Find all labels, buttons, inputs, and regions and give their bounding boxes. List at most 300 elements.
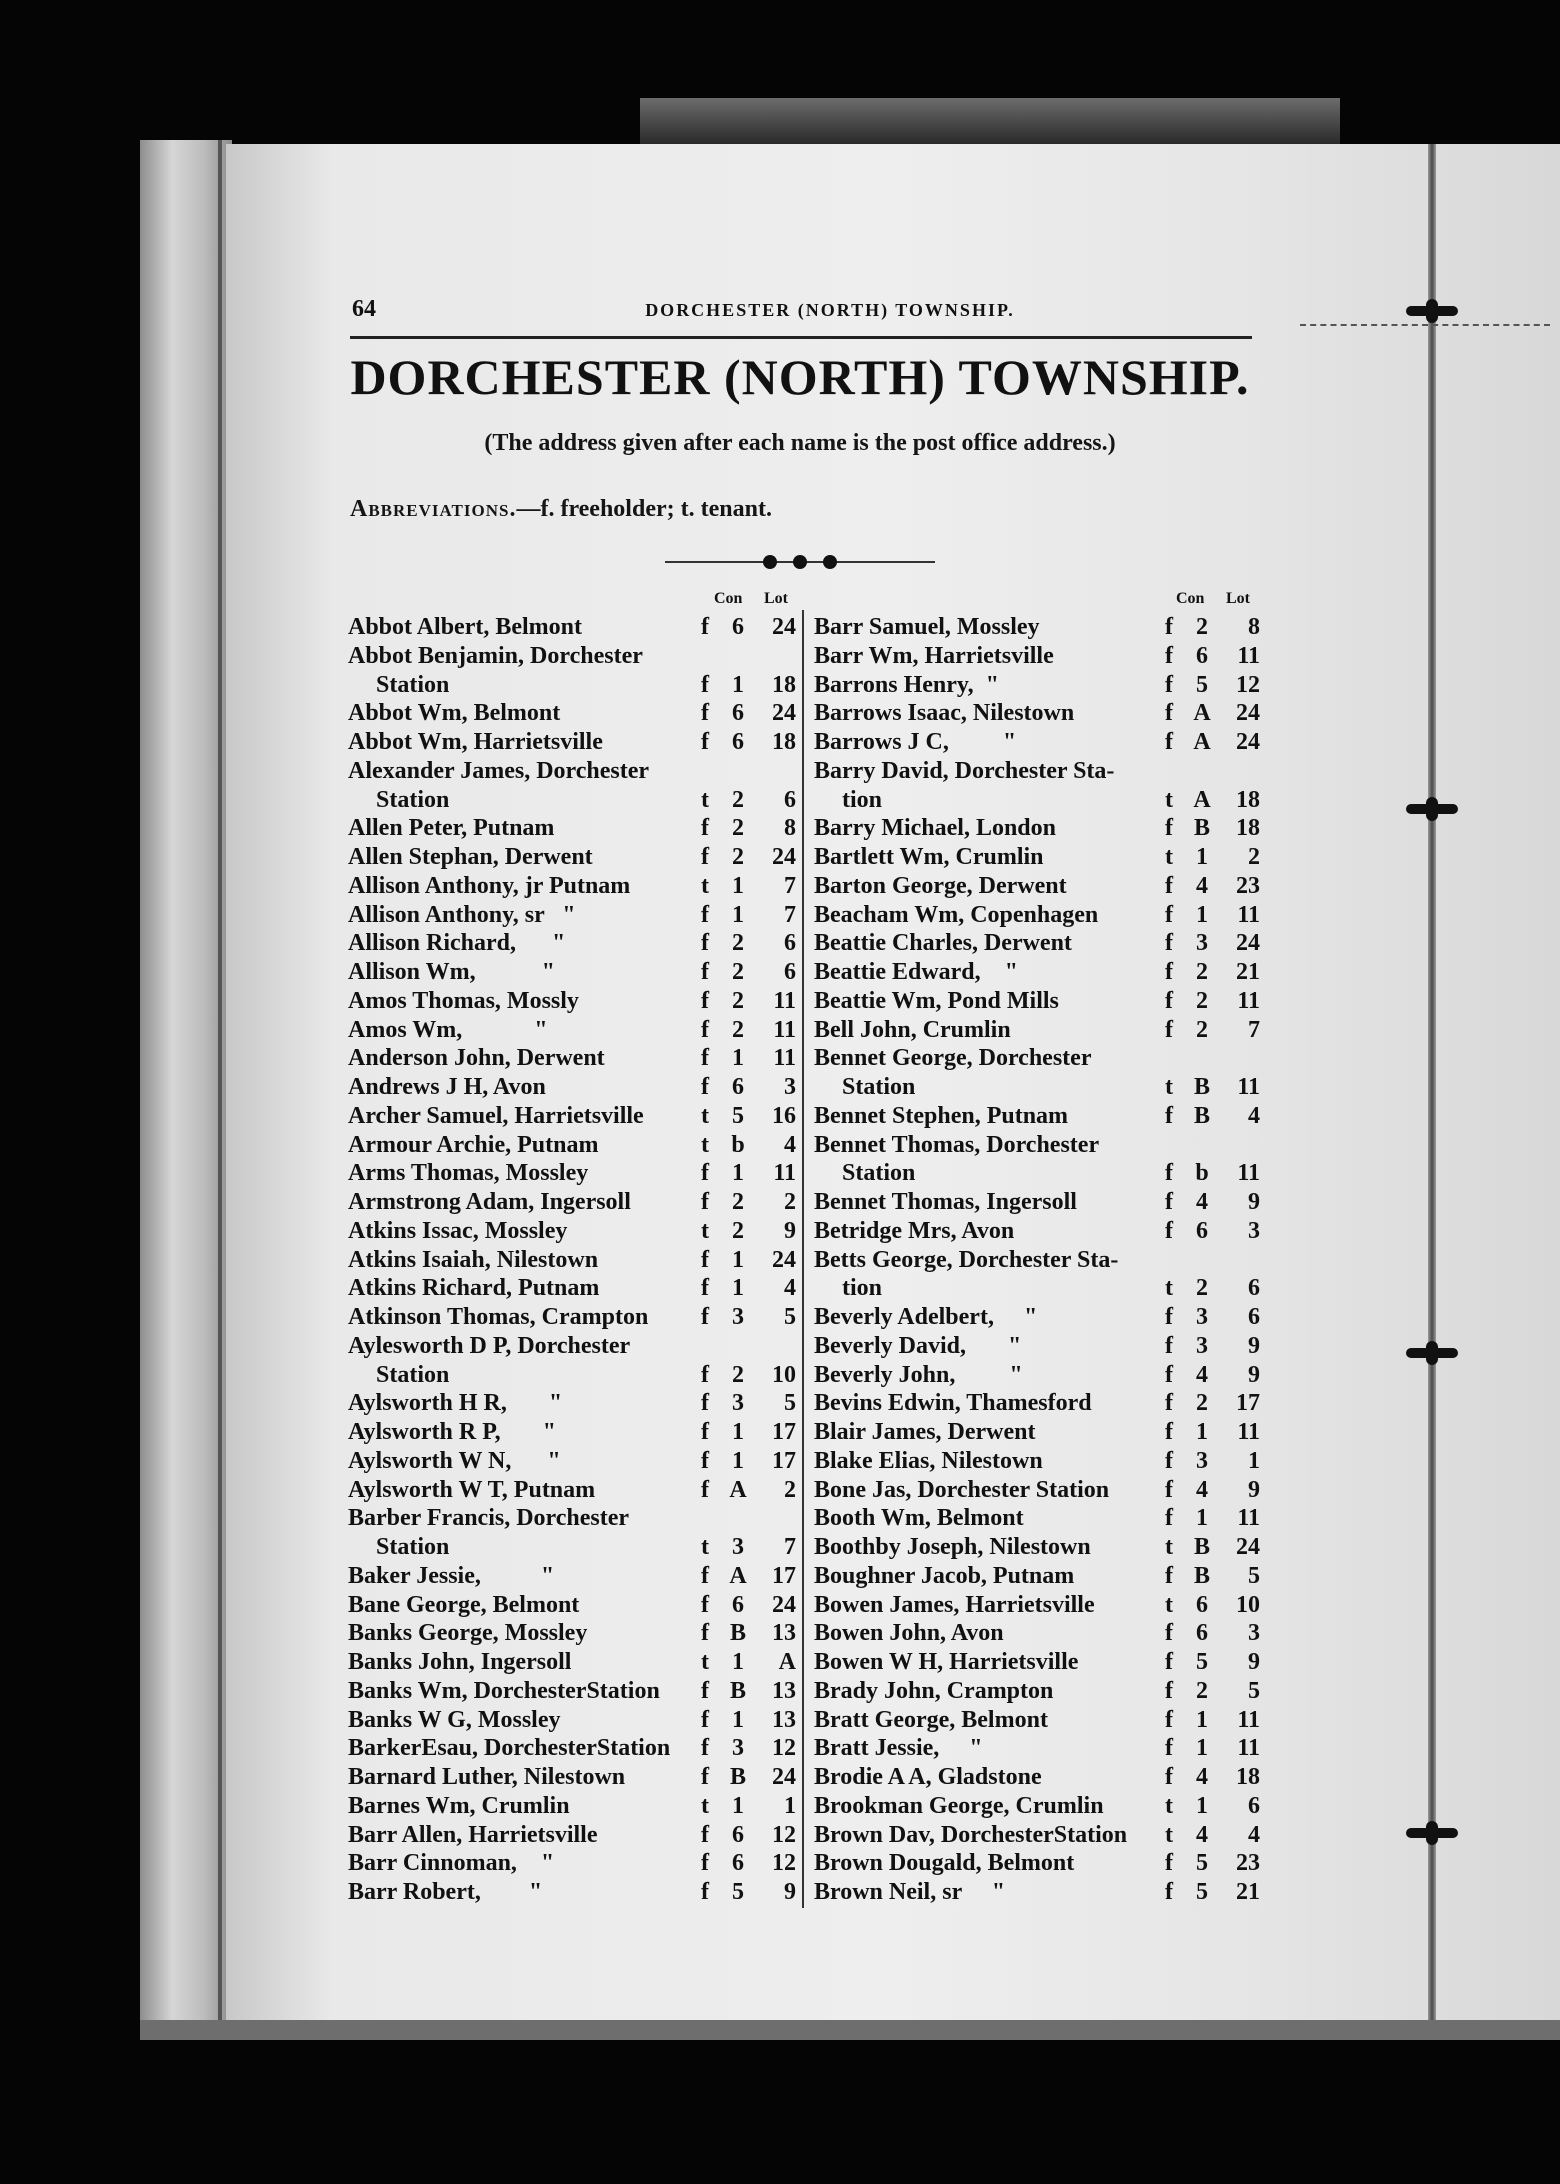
binding-tab (640, 98, 1340, 144)
directory-entry (346, 672, 796, 701)
entry-lot: 4 (1248, 1821, 1260, 1848)
entry-concession: A (729, 1562, 747, 1589)
entry-lot: 24 (772, 844, 796, 870)
directory-entry (346, 1649, 796, 1678)
entry-concession: 2 (1196, 1016, 1208, 1043)
entry-name: Allison Richard, " (348, 930, 566, 957)
entry-concession: 2 (1196, 1677, 1208, 1704)
entry-concession: 3 (1196, 930, 1208, 957)
directory-entry (812, 815, 1260, 844)
entry-lot: 7 (784, 872, 796, 899)
directory-entry (812, 1333, 1260, 1362)
entry-tenure: t (1165, 1074, 1173, 1100)
entry-lot: 2 (784, 1476, 796, 1503)
entry-tenure: t (1165, 1534, 1173, 1560)
entry-concession: 4 (1196, 1764, 1208, 1790)
entry-concession: 6 (732, 1821, 744, 1848)
entry-lot: 17 (772, 1447, 796, 1474)
entry-tenure: f (701, 1016, 709, 1043)
entry-concession: b (731, 1131, 745, 1158)
entry-concession: 1 (732, 901, 744, 928)
entry-tenure: f (701, 1706, 709, 1733)
entry-concession: 4 (1196, 872, 1208, 899)
entry-lot: 10 (1236, 1591, 1260, 1618)
entry-name: Armour Archie, Putnam (348, 1131, 599, 1158)
directory-entry (812, 1735, 1260, 1764)
entry-name: Barnes Wm, Crumlin (348, 1792, 570, 1819)
entry-name: Barry Michael, London (814, 815, 1057, 842)
entry-tenure: f (1165, 1620, 1173, 1647)
entry-name: Station (376, 1534, 450, 1560)
entry-tenure: f (701, 901, 709, 928)
entry-name: Station (376, 786, 450, 813)
entry-lot: 11 (1237, 1706, 1260, 1733)
entry-tenure: f (1165, 1332, 1173, 1359)
entry-lot: 2 (784, 1189, 796, 1215)
directory-entry (346, 1850, 796, 1879)
entry-tenure: f (1165, 1476, 1173, 1503)
entry-name: Barrows J C, " (814, 729, 1017, 755)
entry-lot: 5 (1248, 1677, 1260, 1704)
entry-tenure: t (1165, 1821, 1173, 1848)
entry-name: Barrows Isaac, Nilestown (814, 700, 1075, 727)
entry-concession: B (1193, 1562, 1210, 1589)
entry-concession: 3 (732, 1735, 744, 1762)
entry-tenure: f (1165, 1390, 1173, 1417)
entry-tenure: f (1165, 872, 1173, 899)
directory-entry (346, 1563, 796, 1592)
entry-concession: B (729, 1677, 746, 1704)
entry-concession: 5 (1196, 671, 1208, 698)
entry-name: Banks Wm, DorchesterStation (348, 1677, 660, 1704)
entry-concession: 6 (732, 700, 744, 727)
entry-tenure: t (701, 786, 709, 813)
entry-name: Banks W G, Mossley (348, 1706, 561, 1733)
entry-concession: 2 (1196, 1390, 1208, 1417)
entry-name: Abbot Albert, Belmont (348, 614, 582, 640)
entry-concession: 1 (732, 872, 744, 899)
entry-tenure: f (1165, 1706, 1173, 1733)
directory-entry (812, 1275, 1260, 1304)
directory-entry (346, 643, 796, 672)
entry-concession: 3 (732, 1534, 744, 1560)
entry-lot: 9 (1248, 1332, 1260, 1359)
entry-lot: 9 (784, 1879, 796, 1905)
entry-name: Bennet Stephen, Putnam (814, 1102, 1069, 1129)
entry-concession: 5 (732, 1879, 744, 1905)
entry-concession: 1 (732, 1649, 744, 1675)
directory-entry (346, 1735, 796, 1764)
entry-name: Allen Stephan, Derwent (348, 844, 593, 870)
entry-lot: 17 (772, 1562, 796, 1589)
entry-name: Blair James, Derwent (814, 1419, 1036, 1445)
entry-concession: 4 (1196, 1476, 1208, 1503)
entry-concession: 5 (732, 1102, 744, 1129)
directory-entry (346, 1218, 796, 1247)
entry-concession: 2 (732, 1016, 744, 1043)
directory-entry (346, 873, 796, 902)
entry-concession: 1 (1196, 1706, 1208, 1733)
entry-tenure: f (701, 1045, 709, 1072)
entry-name: Bane George, Belmont (348, 1591, 580, 1618)
entry-concession: 6 (1196, 1591, 1208, 1618)
entry-lot: 11 (773, 1016, 796, 1043)
entry-lot: 6 (1248, 1792, 1260, 1819)
abbreviations-text: —f. freeholder; t. tenant. (516, 496, 772, 522)
running-header (350, 294, 1250, 334)
entry-lot: 12 (772, 1821, 796, 1848)
entry-name: Betridge Mrs, Avon (814, 1217, 1015, 1244)
page-fold (1428, 144, 1436, 2024)
entry-lot: 13 (772, 1620, 796, 1647)
running-title: DORCHESTER (NORTH) TOWNSHIP. (645, 300, 1015, 320)
entry-name: Bennet Thomas, Ingersoll (814, 1189, 1077, 1215)
entry-lot: 9 (784, 1217, 796, 1244)
directory-entry (346, 902, 796, 931)
entry-lot: 9 (1248, 1476, 1260, 1503)
entry-tenure: f (1165, 729, 1173, 755)
directory-entry (346, 1764, 796, 1793)
entry-name: Barrons Henry, " (814, 671, 999, 698)
entry-name: Aylsworth W T, Putnam (348, 1476, 596, 1503)
entry-tenure: f (1165, 1562, 1173, 1589)
entry-tenure: f (1165, 1016, 1173, 1043)
spine-edge (218, 140, 222, 2020)
entry-tenure: f (701, 815, 709, 842)
entry-name: Bowen John, Avon (814, 1620, 1004, 1647)
entry-concession: 6 (732, 1850, 744, 1877)
directory-entry (812, 988, 1260, 1017)
entry-concession: 1 (732, 1706, 744, 1733)
entry-lot: 3 (1248, 1620, 1260, 1647)
entry-lot: 9 (1248, 1649, 1260, 1675)
entry-tenure: f (1165, 671, 1173, 698)
directory-entry (346, 1045, 796, 1074)
entry-concession: 1 (732, 1447, 744, 1474)
entry-tenure: f (701, 614, 709, 640)
entry-concession: 2 (1196, 987, 1208, 1014)
entry-name: Aylsworth R P, " (348, 1419, 556, 1445)
entry-name: Allison Anthony, jr Putnam (348, 872, 631, 899)
entry-tenure: f (1165, 1649, 1173, 1675)
directory-entry (346, 1189, 796, 1218)
directory-entry (346, 1333, 796, 1362)
entry-lot: 12 (772, 1735, 796, 1762)
entry-tenure: t (1165, 844, 1173, 870)
entry-lot: 24 (772, 1764, 796, 1790)
entry-lot: 6 (1248, 1304, 1260, 1330)
entry-tenure: f (701, 987, 709, 1014)
page-number: 64 (352, 296, 376, 322)
entry-name: Atkins Richard, Putnam (348, 1275, 600, 1302)
entry-tenure: f (701, 1189, 709, 1215)
directory-entry (346, 1620, 796, 1649)
entry-lot: 2 (1248, 844, 1260, 870)
directory-entry (812, 1850, 1260, 1879)
binding-tack (1406, 1828, 1458, 1838)
entry-name: Archer Samuel, Harrietsville (348, 1102, 644, 1129)
directory-entry (346, 1534, 796, 1563)
directory-entry (346, 1448, 796, 1477)
directory-entry (812, 1534, 1260, 1563)
entry-concession: 6 (732, 729, 744, 755)
entry-tenure: f (701, 1074, 709, 1100)
entry-concession: B (729, 1620, 746, 1647)
directory-entry (346, 959, 796, 988)
entry-lot: A (778, 1649, 796, 1675)
entry-tenure: f (1165, 930, 1173, 957)
entry-lot: 24 (772, 1591, 796, 1618)
directory-entry (346, 1275, 796, 1304)
entry-lot: 11 (1237, 1735, 1260, 1762)
entry-name: Brown Dougald, Belmont (814, 1850, 1075, 1877)
entry-lot: 13 (772, 1706, 796, 1733)
entry-name: Abbot Wm, Belmont (348, 700, 561, 727)
entry-concession: 2 (1196, 959, 1208, 985)
con-header: Con (1176, 590, 1205, 607)
entry-name: Bratt Jessie, " (814, 1735, 983, 1762)
entry-concession: B (1193, 1074, 1210, 1100)
entry-tenure: f (1165, 1189, 1173, 1215)
entry-tenure: f (1165, 1419, 1173, 1445)
entry-tenure: f (1165, 1879, 1173, 1905)
entry-name: Anderson John, Derwent (348, 1045, 605, 1072)
entry-tenure: f (1165, 1505, 1173, 1532)
entry-name: Brady John, Crampton (814, 1677, 1054, 1704)
directory-entry (812, 902, 1260, 931)
entry-name: Brown Neil, sr " (814, 1879, 1006, 1905)
directory-entry (346, 1707, 796, 1736)
entry-name: Brookman George, Crumlin (814, 1792, 1104, 1819)
entry-name: Bowen James, Harrietsville (814, 1591, 1095, 1618)
entry-tenure: f (701, 1879, 709, 1905)
entry-name: Atkinson Thomas, Crampton (348, 1304, 649, 1330)
entry-concession: 6 (732, 1591, 744, 1618)
entry-concession: 2 (732, 987, 744, 1014)
entry-concession: B (729, 1764, 746, 1790)
entry-concession: 3 (1196, 1332, 1208, 1359)
entry-concession: 2 (732, 815, 744, 842)
entry-concession: 2 (1196, 614, 1208, 640)
entry-name: Brodie A A, Gladstone (814, 1764, 1042, 1790)
entry-concession: 1 (732, 1792, 744, 1819)
directory-entry (812, 930, 1260, 959)
con-header: Con (714, 590, 743, 607)
entry-concession: B (1193, 815, 1210, 842)
entry-concession: 2 (1196, 1275, 1208, 1302)
entry-tenure: t (701, 1649, 709, 1675)
entry-tenure: f (701, 700, 709, 727)
entry-name: Barber Francis, Dorchester (348, 1505, 630, 1532)
entry-concession: A (729, 1476, 747, 1503)
entry-lot: 24 (772, 614, 796, 640)
entry-concession: 1 (1196, 1419, 1208, 1445)
directory-entry (812, 1103, 1260, 1132)
entry-concession: 5 (1196, 1879, 1208, 1905)
directory-entry (812, 1362, 1260, 1391)
entry-lot: 16 (772, 1102, 796, 1129)
directory-entry (346, 1247, 796, 1276)
entry-lot: 11 (1237, 1419, 1260, 1445)
entry-lot: 8 (1248, 614, 1260, 640)
entry-lot: 7 (1248, 1016, 1260, 1043)
entry-name: Bell John, Crumlin (814, 1016, 1011, 1043)
directory-entry (812, 1793, 1260, 1822)
column-header (812, 586, 1260, 614)
entry-lot: 21 (1236, 959, 1260, 985)
entry-name: tion (842, 1275, 883, 1302)
directory-entry (812, 1879, 1260, 1908)
entry-name: Bratt George, Belmont (814, 1706, 1048, 1733)
entry-name: Barr Wm, Harrietsville (814, 642, 1054, 669)
entry-tenure: t (1165, 1792, 1173, 1819)
entry-lot: 11 (1237, 1160, 1260, 1187)
entry-concession: 1 (1196, 901, 1208, 928)
entry-tenure: f (701, 1620, 709, 1647)
directory-entry (812, 1390, 1260, 1419)
entry-name: BarkerEsau, DorchesterStation (348, 1735, 671, 1762)
entry-concession: 1 (732, 1045, 744, 1072)
entry-concession: 1 (1196, 844, 1208, 870)
directory-entry (812, 614, 1260, 643)
entry-tenure: f (701, 1735, 709, 1762)
entry-tenure: f (701, 1246, 709, 1273)
entry-lot: 13 (772, 1677, 796, 1704)
entry-concession: 1 (732, 671, 744, 698)
directory-entry (346, 1132, 796, 1161)
entry-tenure: f (701, 1275, 709, 1302)
entry-tenure: f (701, 671, 709, 698)
entry-lot: 6 (784, 930, 796, 957)
entry-concession: 4 (1196, 1189, 1208, 1215)
entry-name: Baker Jessie, " (348, 1562, 555, 1589)
entry-tenure: t (701, 1217, 709, 1244)
entry-concession: 1 (1196, 1505, 1208, 1532)
entry-concession: 1 (732, 1160, 744, 1187)
entry-name: Amos Thomas, Mossly (348, 987, 579, 1014)
entry-tenure: f (701, 1850, 709, 1877)
entry-concession: 2 (732, 1361, 744, 1388)
entry-name: Aylesworth D P, Dorchester (348, 1332, 631, 1359)
entry-tenure: f (1165, 815, 1173, 842)
entry-name: Station (376, 671, 450, 698)
directory-column-right (812, 586, 1260, 1908)
entry-lot: 9 (1248, 1189, 1260, 1215)
directory-entry (812, 758, 1260, 787)
entry-lot: 24 (772, 1246, 796, 1273)
entry-concession: 6 (1196, 1620, 1208, 1647)
entry-concession: A (1193, 786, 1211, 813)
entry-name: Station (842, 1074, 916, 1100)
entry-lot: 23 (1236, 872, 1260, 899)
entry-lot: 6 (1248, 1275, 1260, 1302)
directory-entry (812, 729, 1260, 758)
entry-name: Blake Elias, Nilestown (814, 1447, 1043, 1474)
entry-lot: 7 (784, 901, 796, 928)
entry-tenure: f (1165, 642, 1173, 669)
entry-lot: 5 (784, 1390, 796, 1417)
entry-tenure: f (701, 1419, 709, 1445)
abbreviations-note (350, 496, 1150, 523)
directory-entry (812, 1563, 1260, 1592)
directory-entry (346, 1419, 796, 1448)
directory-entry (346, 1879, 796, 1908)
directory-entry (346, 1103, 796, 1132)
entry-lot: 21 (1236, 1879, 1260, 1905)
entry-tenure: t (1165, 1591, 1173, 1618)
entry-concession: 1 (1196, 1792, 1208, 1819)
entry-name: Abbot Benjamin, Dorchester (348, 642, 643, 669)
entry-concession: b (1195, 1160, 1209, 1187)
page-title: DORCHESTER (NORTH) TOWNSHIP. (350, 349, 1250, 405)
entry-lot: 24 (1236, 930, 1260, 957)
entry-tenure: f (1165, 614, 1173, 640)
lot-header: Lot (1226, 590, 1250, 607)
page-subtitle: (The address given after each name is the post office address.) (484, 430, 1116, 456)
directory-entry (346, 1505, 796, 1534)
entry-name: Barnard Luther, Nilestown (348, 1764, 626, 1790)
entry-name: Station (842, 1160, 916, 1187)
entry-lot: 11 (1237, 1074, 1260, 1100)
directory-entry (812, 1505, 1260, 1534)
directory-entry (812, 1160, 1260, 1189)
entry-concession: 3 (732, 1390, 744, 1417)
entry-tenure: f (701, 1591, 709, 1618)
entry-lot: 18 (1236, 1764, 1260, 1790)
entry-tenure: t (1165, 786, 1173, 813)
directory-entry (812, 700, 1260, 729)
entry-lot: 3 (784, 1074, 796, 1100)
entry-lot: 18 (772, 729, 796, 755)
entry-tenure: f (701, 844, 709, 870)
entry-name: Atkins Isaiah, Nilestown (348, 1246, 599, 1273)
entry-concession: 2 (732, 844, 744, 870)
directory-entry (346, 1362, 796, 1391)
entry-name: Boothby Joseph, Nilestown (814, 1534, 1091, 1560)
entry-name: Beattie Edward, " (814, 959, 1018, 985)
entry-name: Brown Dav, DorchesterStation (814, 1821, 1128, 1848)
entry-tenure: f (701, 959, 709, 985)
directory-entry (346, 787, 796, 816)
directory-entry (346, 1793, 796, 1822)
entry-name: Allison Anthony, sr " (348, 901, 576, 928)
entry-lot: 18 (1236, 786, 1260, 813)
directory-entry (812, 1477, 1260, 1506)
entry-lot: 18 (1236, 815, 1260, 842)
entry-tenure: f (701, 1562, 709, 1589)
entry-concession: 6 (1196, 1217, 1208, 1244)
entry-name: Barr Cinnoman, " (348, 1850, 555, 1877)
entry-tenure: f (1165, 1304, 1173, 1330)
entry-tenure: f (1165, 1850, 1173, 1877)
entry-concession: 2 (732, 930, 744, 957)
entry-concession: 6 (1196, 642, 1208, 669)
entry-lot: 6 (784, 959, 796, 985)
entry-lot: 5 (784, 1304, 796, 1330)
directory-entry (346, 1017, 796, 1046)
entry-concession: 2 (732, 1217, 744, 1244)
entry-name: Beverly John, " (814, 1361, 1023, 1388)
entry-concession: 3 (732, 1304, 744, 1330)
entry-tenure: f (1165, 987, 1173, 1014)
entry-concession: 3 (1196, 1447, 1208, 1474)
entry-name: Barr Allen, Harrietsville (348, 1821, 598, 1848)
entry-tenure: t (701, 872, 709, 899)
entry-name: Andrews J H, Avon (348, 1074, 546, 1100)
entry-tenure: t (701, 1534, 709, 1560)
entry-lot: 1 (1248, 1447, 1260, 1474)
entry-lot: 17 (1236, 1390, 1260, 1417)
